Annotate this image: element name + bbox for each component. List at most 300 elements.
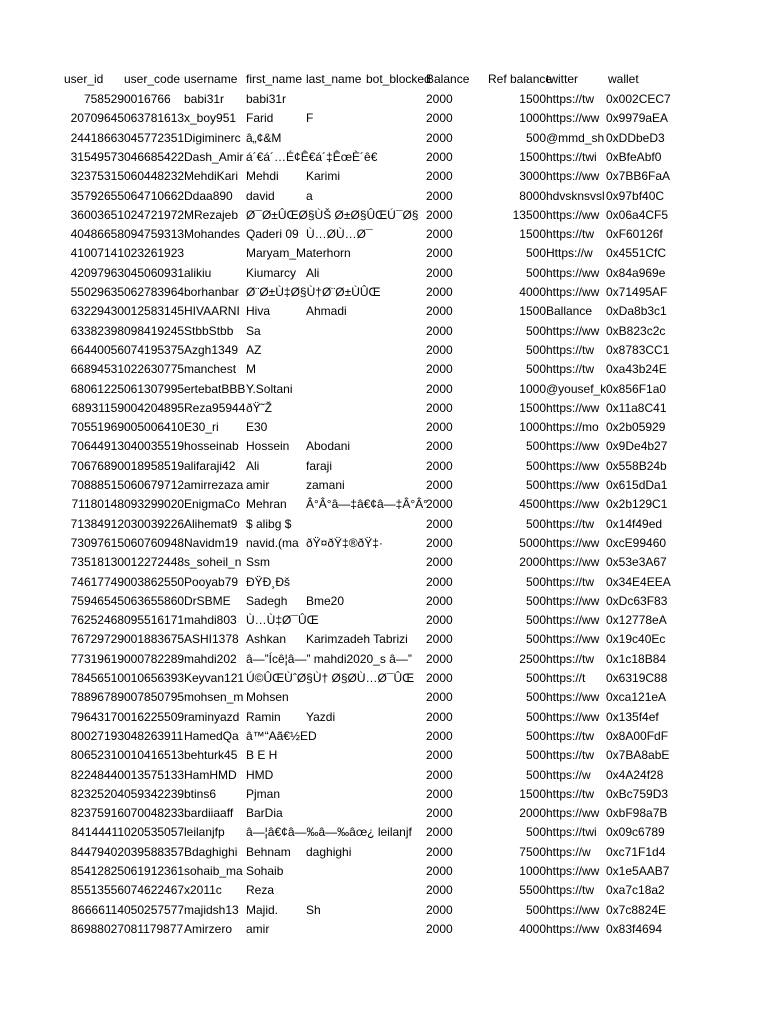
ref-balance-cell: 1500 [519,92,546,106]
wallet-cell: 0x4551CfC [606,246,667,260]
twitter-cell: https://w [546,768,591,782]
last-name-cell [306,727,366,745]
username-cell: mohsen_m [184,690,244,704]
wallet-cell: 0xcE99460 [606,536,667,550]
twitter-cell: https://ww [546,555,600,569]
twitter-cell: https://ww [546,710,600,724]
user-code-cell: 048263911 [124,729,184,743]
ref-balance-cell: 500 [525,690,546,704]
bot-blocked-cell [366,746,426,764]
user-id-cell: 24418663 [70,131,124,145]
twitter-cell: https://ww [546,401,600,415]
first-name-cell: Sohaib [246,864,284,878]
balance-cell: 2000 [426,459,453,473]
bot-blocked-cell [366,302,426,320]
twitter-cell: https://ww [546,536,600,550]
table-row [0,881,768,899]
header-username: username [184,72,238,86]
user-code-cell: 050257577 [124,903,185,917]
balance-cell: 2000 [426,382,453,396]
balance-cell: 2000 [426,710,453,724]
bot-blocked-cell [366,823,426,841]
ref-balance-cell: 500 [525,613,546,627]
table-row [0,129,768,147]
table-row [0,688,768,706]
user-id-cell: 758529 [83,92,124,106]
twitter-cell: https://tw [546,652,595,666]
first-name-cell: amir [246,922,270,936]
wallet-cell: 0x8783CC1 [606,343,670,357]
ref-balance-cell: 500 [525,594,546,608]
ref-balance-cell: 4000 [519,922,546,936]
bot-blocked-cell [366,688,426,706]
wallet-cell: 0x34E4EEA [606,575,671,589]
twitter-cell: https://t [546,671,586,685]
user-code-cell: 046685422 [124,150,185,164]
table-row [0,322,768,340]
username-cell: Digiminerc [184,131,241,145]
user-code-cell: 063781613 [124,111,185,125]
bot-blocked-cell [366,380,426,398]
user-code-cell: 012583145 [124,304,185,318]
bot-blocked-cell [366,360,426,378]
table-row [0,225,768,243]
twitter-cell: @mmd_sh [546,131,605,145]
user-code-cell: 081179877 [124,922,184,936]
user-code-cell: 018958519 [124,459,185,473]
user-id-cell: 31549573 [70,150,124,164]
header-balance: Balance [426,72,470,86]
table-row [0,920,768,938]
last-name-cell [306,148,366,166]
wallet-cell: 0x7BA8abE [606,748,670,762]
first-name-cell: B E H [246,748,278,762]
balance-cell: 2000 [426,883,453,897]
user-id-cell: 68931159 [71,401,124,415]
username-cell: Reza95944 [184,401,246,415]
user-code-cell: 001883675 [124,632,185,646]
user-code-cell: 059342239 [124,787,185,801]
username-cell: Mohandes [184,227,241,241]
last-name-cell [306,515,366,533]
balance-cell: 2000 [426,517,453,531]
bot-blocked-cell [366,399,426,417]
first-name-cell: Sa [246,324,261,338]
username-cell: Ddaa890 [184,189,233,203]
username-cell: s_soheil_n [184,555,242,569]
balance-cell: 2000 [426,575,453,589]
first-name-cell: Reza [246,883,275,897]
table-row [0,630,768,648]
last-name-cell [306,766,366,784]
username-cell: StbbStbb [184,324,234,338]
last-name-cell [306,129,366,147]
user-id-cell: 70644913 [70,439,124,453]
last-name-cell [306,380,366,398]
username-cell: btins6 [184,787,217,801]
twitter-cell: https://mo [546,420,599,434]
username-cell: behturk45 [184,748,238,762]
last-name-cell [306,785,366,803]
bot-blocked-cell [366,804,426,822]
wallet-cell: 0x09c6789 [606,825,665,839]
user-code-cell: 000782289 [124,652,185,666]
ref-balance-cell: 1500 [519,150,546,164]
user-code-cell: 024721972 [124,208,185,222]
table-row [0,341,768,359]
ref-balance-cell: 500 [525,671,546,685]
user-code-cell: 0016766 [124,92,171,106]
user-id-cell: 70676890 [70,459,124,473]
bot-blocked-cell [366,708,426,726]
user-code-cell: 003862550 [124,575,185,589]
bot-blocked-cell [366,109,426,127]
table-row [0,399,768,417]
username-cell: raminyazd [184,710,240,724]
first-name-cell: â—¦â€¢â—‰â—‰âœ¿ leilanjf [246,825,412,839]
header-first-name: first_name [246,72,303,86]
last-name-cell: a [306,189,313,203]
twitter-cell: https://ww [546,266,600,280]
last-name-cell: Ahmadi [306,304,347,318]
ref-balance-cell: 500 [525,729,546,743]
username-cell: Navidm19 [184,536,239,550]
twitter-cell: Https://w [546,246,593,260]
twitter-cell: https://tw [546,343,595,357]
twitter-cell: https://tw [546,748,595,762]
bot-blocked-cell [366,611,426,629]
header-user-id: user_id [64,72,104,86]
user-code-cell: 010656393 [124,671,185,685]
user-id-cell: 41007141 [70,246,124,260]
first-name-cell: Ù…Ù‡Ø¯ÛŒ [246,613,319,627]
username-cell: HamHMD [184,768,237,782]
balance-cell: 2000 [426,343,453,357]
twitter-cell: https://tw [546,227,595,241]
username-cell: mahdi202 [184,652,237,666]
bot-blocked-cell [366,650,426,668]
user-code-cell: 030039226 [124,517,185,531]
username-cell: manchest [184,362,237,376]
wallet-cell: 0xDa8b3c1 [606,304,667,318]
user-id-cell: 42097963 [70,266,124,280]
wallet-cell: 0x6319C88 [606,671,668,685]
last-name-cell [306,881,366,899]
bot-blocked-cell [366,437,426,455]
first-name-cell: Y.Soltani [246,382,293,396]
wallet-cell: 0x2b129C1 [606,497,668,511]
twitter-cell: https://twi [546,150,597,164]
bot-blocked-cell [366,148,426,166]
table-row [0,843,768,861]
user-id-cell: 84144411 [71,825,124,839]
last-name-cell [306,418,366,436]
ref-balance-cell: 7500 [519,845,546,859]
wallet-cell: 0xF60126f [606,227,663,241]
first-name-cell: Qaderi 09 [246,227,299,241]
bot-blocked-cell [366,244,426,262]
wallet-cell: 0xbF98a7B [606,806,668,820]
table-row [0,534,768,552]
twitter-cell: https://tw [546,883,595,897]
user-id-cell: 73097615 [70,536,124,550]
first-name-cell: babi31r [246,92,287,106]
wallet-cell: 0xc71F1d4 [606,845,666,859]
balance-cell: 2000 [426,439,453,453]
username-cell: hosseinab [184,439,239,453]
bot-blocked-cell [366,727,426,745]
ref-balance-cell: 2500 [519,652,546,666]
table-row [0,785,768,803]
user-code-cell: 005006410 [124,420,185,434]
balance-cell: 2000 [426,324,453,338]
wallet-cell: 0x53e3A67 [606,555,667,569]
user-id-cell: 55029635 [70,285,124,299]
twitter-cell: https://ww [546,594,600,608]
last-name-cell: Yazdi [306,710,336,724]
first-name-cell: Mehdi [246,169,279,183]
ref-balance-cell: 500 [525,439,546,453]
user-id-cell: 20709645 [70,111,124,125]
wallet-cell: 0xa7c18a2 [606,883,665,897]
twitter-cell: https://tw [546,517,595,531]
first-name-cell: ðŸ˜Ž [246,401,273,415]
bot-blocked-cell [366,418,426,436]
header-wallet: wallet [608,72,639,86]
last-name-cell [306,746,366,764]
username-cell: Pooyab79 [184,575,239,589]
last-name-cell [306,283,366,301]
bot-blocked-cell [366,766,426,784]
balance-cell: 2000 [426,690,453,704]
wallet-cell: 0x06a4CF5 [606,208,669,222]
user-code-cell: 045060931 [124,266,185,280]
username-cell: bardiiaaff [184,806,234,820]
table-row [0,90,768,108]
table-row [0,437,768,455]
first-name-cell: Ø¯Ø±ÛŒØ§ÙŠ Ø±Ø§ÛŒÚ¯Ø§ [246,208,419,222]
balance-cell: 2000 [426,594,453,608]
balance-cell: 2000 [426,632,453,646]
first-name-cell: AZ [246,343,262,357]
bot-blocked-cell [366,901,426,919]
username-cell: Bdaghighi [184,845,238,859]
first-name-cell: BarDia [246,806,283,820]
first-name-cell: Pjman [246,787,281,801]
wallet-cell: 0x9979aEA [606,111,669,125]
first-name-cell: Sadegh [246,594,288,608]
last-name-cell: Ali [306,266,320,280]
first-name-cell: Majid. [246,903,279,917]
user-code-cell: 020535057 [124,825,185,839]
wallet-cell: 0x002CEC7 [606,92,671,106]
twitter-cell: https://tw [546,362,595,376]
ref-balance-cell: 500 [525,748,546,762]
twitter-cell: https://ww [546,439,600,453]
bot-blocked-cell [366,322,426,340]
user-code-cell: 060760948 [124,536,185,550]
wallet-cell: 0x135f4ef [606,710,659,724]
username-cell: Alihemat9 [184,517,238,531]
wallet-cell: 0x71495AF [606,285,668,299]
header-user-code: user_code [124,72,181,86]
ref-balance-cell: 500 [525,825,546,839]
wallet-cell: 0xa43b24E [606,362,667,376]
wallet-cell: 0x11a8C41 [606,401,667,415]
table-row [0,727,768,745]
last-name-cell: Bme20 [306,594,345,608]
user-code-cell: 074195375 [124,343,185,357]
balance-cell: 2000 [426,864,453,878]
table-row [0,148,768,166]
user-id-cell: 73518130 [70,555,124,569]
ref-balance-cell: 1000 [519,382,546,396]
balance-cell: 2000 [426,497,453,511]
header-row [0,70,768,88]
username-cell: alifaraji42 [184,459,236,473]
user-id-cell: 82375916 [70,806,124,820]
table-row [0,418,768,436]
bot-blocked-cell [366,785,426,803]
balance-cell: 2000 [426,922,453,936]
user-code-cell: 061912361 [124,864,185,878]
bot-blocked-cell [366,264,426,282]
user-id-cell: 63382398 [70,324,124,338]
last-name-cell [306,804,366,822]
last-name-cell: Karimzadeh Tabrizi [306,632,408,646]
username-cell: Azgh1349 [184,343,239,357]
user-code-cell: 022630775 [124,362,185,376]
last-name-cell: faraji [306,459,333,473]
last-name-cell: zamani [306,478,345,492]
ref-balance-cell: 500 [525,710,546,724]
first-name-cell: david [246,189,275,203]
table-row [0,244,768,262]
last-name-cell [306,611,366,629]
ref-balance-cell: 500 [525,903,546,917]
twitter-cell: https://ww [546,285,600,299]
user-id-cell: 79643170 [70,710,124,724]
user-code-cell: 093299020 [124,497,185,511]
user-id-cell: 78896789 [70,690,124,704]
wallet-cell: 0x4A24f28 [606,768,664,782]
first-name-cell: E30 [246,420,268,434]
bot-blocked-cell [366,534,426,552]
last-name-cell [306,920,366,938]
user-code-cell: 070048233 [124,806,185,820]
first-name-cell: Ø¨Ø±Ù‡Ø§Ù†Ø¨Ø±ÙÛŒ [246,285,381,299]
last-name-cell: Ù…ØÙ…Ø¯ [306,227,373,241]
user-code-cell: 045772351 [124,131,185,145]
first-name-cell: amir [246,478,270,492]
username-cell: sohaib_ma [184,864,243,878]
table-row [0,302,768,320]
username-cell: MRezajeb [184,208,239,222]
ref-balance-cell: 4500 [519,497,546,511]
ref-balance-cell: 3000 [519,169,546,183]
first-name-cell: â™“Aã€½ED [246,729,317,743]
ref-balance-cell: 13500 [512,208,546,222]
wallet-cell: 0x1c18B84 [606,652,667,666]
bot-blocked-cell [366,476,426,494]
ref-balance-cell: 1500 [519,304,546,318]
table-row [0,187,768,205]
last-name-cell [306,360,366,378]
table-row [0,380,768,398]
header-twitter: twitter [546,72,579,86]
twitter-cell: https://tw [546,92,595,106]
username-cell: Keyvan121 [184,671,245,685]
user-code-cell: 060448232 [124,169,185,183]
wallet-cell: 0x8A00FdF [606,729,669,743]
user-id-cell: 66894531 [70,362,124,376]
bot-blocked-cell [366,669,426,687]
first-name-cell: Hiva [246,304,271,318]
table-row [0,746,768,764]
user-id-cell: 85513556 [70,883,124,897]
user-code-cell: 094759313 [124,227,185,241]
balance-cell: 2000 [426,652,453,666]
balance-cell: 2000 [426,825,453,839]
wallet-cell: 0x1e5AAB7 [606,864,670,878]
table-row [0,476,768,494]
user-code-cell: 062783964 [124,285,185,299]
balance-cell: 2000 [426,478,453,492]
last-name-cell: Â°Â°â—‡â€¢â—‡Â°Â° [306,497,428,511]
table-row [0,573,768,591]
user-id-cell: 76252468 [70,613,124,627]
username-cell: Dash_Amir [184,150,244,164]
wallet-cell: 0x7c8824E [606,903,667,917]
last-name-cell [306,862,366,880]
twitter-cell: https://ww [546,922,600,936]
balance-cell: 2000 [426,768,453,782]
balance-cell: 2000 [426,92,453,106]
user-id-cell: 68061225 [70,382,124,396]
last-name-cell [306,322,366,340]
first-name-cell: â—”Ícê¦â—” mahdi2020_s â—” [246,652,412,666]
username-cell: Amirzero [184,922,233,936]
twitter-cell: https://ww [546,208,600,222]
first-name-cell: Ashkan [246,632,287,646]
user-id-cell: 76729729 [70,632,124,646]
bot-blocked-cell [366,862,426,880]
first-name-cell: Ú©ÛŒÙˆØ§Ù† Ø§ØÙ…Ø¯ÛŒ [246,671,415,685]
balance-cell: 2000 [426,246,453,260]
ref-balance-cell: 500 [525,266,546,280]
table-row [0,495,768,513]
table-row [0,360,768,378]
first-name-cell: HMD [246,768,274,782]
ref-balance-cell: 500 [525,131,546,145]
ref-balance-cell: 1000 [519,111,546,125]
ref-balance-cell: 1000 [519,864,546,878]
twitter-cell: @yousef_k [546,382,607,396]
header-ref-balance: Ref balance [488,72,553,86]
balance-cell: 2000 [426,536,453,550]
balance-cell: 2000 [426,208,453,222]
balance-cell: 2000 [426,903,453,917]
user-id-cell: 36003651 [70,208,124,222]
last-name-cell [306,573,366,591]
balance-cell: 2000 [426,420,453,434]
last-name-cell: ðŸ¤ðŸ‡®ðŸ‡· [306,536,383,550]
username-cell: E30_ri [184,420,219,434]
ref-balance-cell: 500 [525,459,546,473]
table-row [0,804,768,822]
username-cell: babi31r [184,92,225,106]
user-id-cell: 63229430 [70,304,124,318]
